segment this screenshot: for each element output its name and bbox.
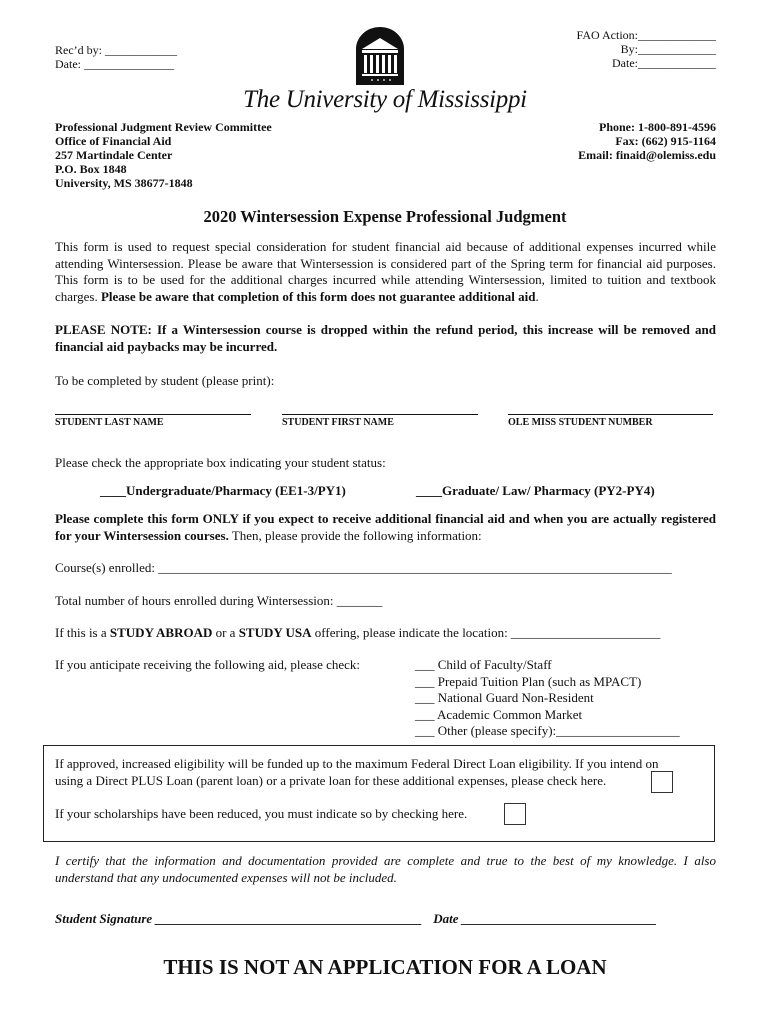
fao-action-block bbox=[577, 28, 716, 70]
office-contact bbox=[578, 120, 716, 162]
committee-name: Professional Judgment Review Committee bbox=[55, 120, 272, 134]
plus-loan-checkbox[interactable] bbox=[651, 771, 673, 793]
office-po-box: P.O. Box 1848 bbox=[55, 162, 127, 176]
intro-end: . bbox=[535, 288, 539, 304]
intro-bold-text: Please be aware that completion of this form does not guarantee additional aid bbox=[100, 288, 536, 304]
student-number-label: OLE MISS STUDENT NUMBER bbox=[508, 417, 653, 428]
office-name: Office of Financial Aid bbox=[55, 134, 172, 148]
last-name-label: STUDENT LAST NAME bbox=[55, 417, 164, 428]
signature-label: Student Signature bbox=[55, 911, 153, 926]
first-name-line[interactable] bbox=[282, 414, 478, 415]
fax-number: Fax: (662) 915-1164 bbox=[615, 134, 716, 148]
form-title: 2020 Wintersession Expense Professional Judgment bbox=[203, 207, 567, 226]
signature-row bbox=[55, 911, 657, 927]
aid-prompt: If you anticipate receiving the following aid, please check: bbox=[55, 657, 361, 672]
received-date-field: Date: _______________ bbox=[55, 57, 174, 71]
office-street: 257 Martindale Center bbox=[55, 148, 173, 162]
approval-text bbox=[55, 756, 705, 789]
status-graduate-option[interactable]: ____Graduate/ Law/ Pharmacy (PY2-PY4) bbox=[416, 483, 655, 498]
fao-by-field: By:_____________ bbox=[620, 42, 716, 56]
student-prompt: To be completed by student (please print): bbox=[55, 373, 275, 388]
aid-option-academic-common-market[interactable]: ___ Academic Common Market bbox=[415, 706, 583, 722]
scholarship-checkbox[interactable] bbox=[504, 803, 526, 825]
status-undergraduate-option[interactable]: ____Undergraduate/Pharmacy (EE1-3/PY1) bbox=[100, 483, 346, 498]
fao-action-field: FAO Action:_____________ bbox=[576, 28, 716, 42]
intro-paragraph bbox=[55, 239, 716, 305]
study-location-field[interactable] bbox=[55, 625, 660, 641]
office-address bbox=[55, 120, 272, 190]
last-name-line[interactable] bbox=[55, 414, 251, 415]
fao-date-field: Date:_____________ bbox=[612, 56, 716, 70]
study-mid: or a bbox=[212, 625, 239, 640]
certification-statement: I certify that the information and documentation provided are complete and true to the best of my knowledge. I also understand that any undocumented expenses will not be included. bbox=[55, 853, 716, 885]
aid-options-list bbox=[415, 657, 680, 740]
study-post: offering, please indicate the location: _______________________ bbox=[311, 625, 661, 640]
received-block bbox=[55, 43, 177, 71]
not-loan-application-notice: THIS IS NOT AN APPLICATION FOR A LOAN bbox=[163, 955, 607, 979]
complete-only-rest: Then, please provide the following information: bbox=[228, 527, 482, 543]
study-pre: If this is a bbox=[55, 625, 110, 640]
office-city: University, MS 38677-1848 bbox=[55, 176, 193, 190]
signature-line[interactable]: _________________________________________ bbox=[155, 911, 422, 926]
date-line[interactable]: ______________________________ bbox=[461, 911, 657, 926]
aid-option-prepaid-tuition[interactable]: ___ Prepaid Tuition Plan (such as MPACT) bbox=[415, 673, 642, 689]
student-number-line[interactable] bbox=[508, 414, 713, 415]
study-usa-label: STUDY USA bbox=[238, 625, 312, 640]
email-address: Email: finaid@olemiss.edu bbox=[578, 148, 716, 162]
study-abroad-label: STUDY ABROAD bbox=[109, 625, 213, 640]
received-by-field: Rec’d by: ____________ bbox=[55, 43, 177, 57]
aid-option-national-guard[interactable]: ___ National Guard Non-Resident bbox=[415, 690, 594, 705]
university-seal-icon bbox=[352, 25, 408, 87]
aid-option-other[interactable]: ___ Other (please specify):___________________ bbox=[415, 723, 680, 738]
scholarship-text: If your scholarships have been reduced, you must indicate so by checking here. bbox=[55, 806, 468, 821]
courses-enrolled-field[interactable]: Course(s) enrolled: _______________________________________________________________________________ bbox=[55, 560, 672, 575]
status-prompt: Please check the appropriate box indicating your student status: bbox=[55, 455, 386, 470]
phone-number: Phone: 1-800-891-4596 bbox=[599, 120, 716, 134]
approval-line-2: using a Direct PLUS Loan (parent loan) or a private loan for these additional expenses, please check here. bbox=[55, 772, 607, 788]
complete-only-paragraph bbox=[55, 511, 716, 544]
hours-enrolled-field[interactable]: Total number of hours enrolled during Wintersession: _______ bbox=[55, 593, 383, 608]
approval-box bbox=[43, 745, 715, 842]
date-label: Date bbox=[433, 911, 459, 926]
first-name-label: STUDENT FIRST NAME bbox=[282, 417, 394, 428]
intro-text: This form is used to request special consideration for student financial aid because of additional expenses incurred while attending Wintersession. Please be aware that Wintersession is considered part of the Spring term for financial aid purposes. This form is to be used for the additional charges incurred while attending Wintersession, limited to tuition and textbook charges. bbox=[55, 239, 716, 304]
aid-option-child-of-faculty[interactable]: ___ Child of Faculty/Staff bbox=[415, 657, 552, 672]
university-wordmark: The University of Mississippi bbox=[243, 86, 527, 113]
approval-line-1: If approved, increased eligibility will be funded up to the maximum Federal Direct Loan eligibility. If you intend on bbox=[55, 756, 659, 771]
please-note: PLEASE NOTE: If a Wintersession course is dropped within the refund period, this increase will be removed and financial aid paybacks may be incurred. bbox=[55, 322, 716, 354]
complete-only-bold: Please complete this form ONLY if you expect to receive additional financial aid and when you are actually registered for your Wintersession courses. bbox=[55, 511, 716, 543]
